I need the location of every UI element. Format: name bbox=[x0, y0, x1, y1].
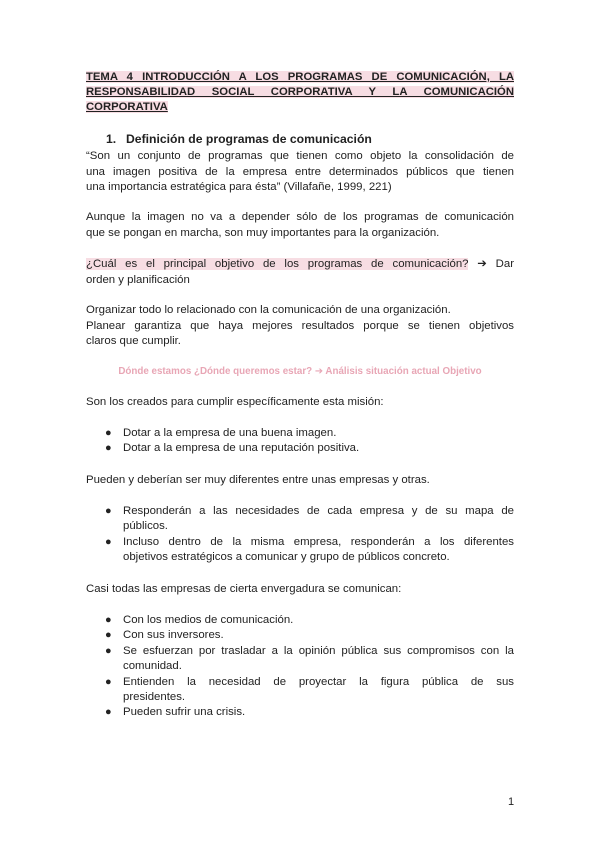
page-number: 1 bbox=[508, 796, 515, 808]
list-item-text: Pueden sufrir una crisis. bbox=[123, 706, 246, 719]
paragraph-mision bbox=[86, 395, 514, 411]
pink-note: Dónde estamos ¿Dónde queremos estar? ➔ Análisis situación actual Objetivo bbox=[118, 366, 482, 377]
para4-text: Pueden y deberían ser muy diferentes entre unas empresas y otras. bbox=[86, 474, 430, 486]
bullet-icon: ● bbox=[105, 675, 112, 688]
title-line-1: TEMA 4 INTRODUCCIÓN A LOS PROGRAMAS DE COMUNICACIÓN, LA bbox=[86, 71, 514, 83]
question-line-2: orden y planificación bbox=[86, 273, 190, 286]
question-paragraph bbox=[86, 257, 514, 288]
title-line-2: RESPONSABILIDAD SOCIAL CORPORATIVA Y LA COMUNICACIÓN bbox=[86, 86, 514, 98]
list-item-text-line-1: Se esfuerzan por trasladar a la opinión pública sus compromisos con la bbox=[123, 644, 514, 657]
paragraph-envergadura bbox=[86, 582, 514, 598]
list-item bbox=[86, 628, 514, 643]
quote-line-1: “Son un conjunto de programas que tienen como objeto la consolidación de bbox=[86, 150, 514, 162]
para1-line-2: que se pongan en marcha, son muy importantes para la organización. bbox=[86, 226, 440, 239]
list-item bbox=[86, 613, 514, 628]
paragraph-diferentes bbox=[86, 473, 514, 489]
list-item bbox=[86, 644, 514, 675]
paragraph-imagen bbox=[86, 210, 514, 241]
list-item bbox=[86, 705, 514, 720]
bullet-icon: ● bbox=[105, 442, 112, 455]
bullet-icon: ● bbox=[105, 644, 112, 657]
list-item-text-line-1: Responderán a las necesidades de cada empresa y de su mapa de bbox=[123, 505, 514, 517]
list-item-text-line-2: públicos. bbox=[123, 520, 168, 533]
para5-text: Casi todas las empresas de cierta envergadura se comunican: bbox=[86, 583, 402, 595]
para2-line-2: Planear garantiza que haya mejores resultados porque se tienen objetivos bbox=[86, 319, 514, 332]
question-answer-start: ➔ Dar bbox=[468, 258, 514, 270]
list-item-text-line-2: presidentes. bbox=[123, 691, 186, 704]
bullet-icon: ● bbox=[105, 629, 112, 642]
list-item-text: Con los medios de comunicación. bbox=[123, 614, 294, 626]
quote-line-3: una importancia estratégica para ésta” (Villafañe, 1999, 221) bbox=[86, 181, 392, 194]
section-number: 1. bbox=[106, 132, 117, 146]
title-line-3: CORPORATIVA bbox=[86, 101, 168, 113]
list-item-text-line-2: objetivos estratégicos a comunicar y grupo de públicos concreto. bbox=[123, 551, 450, 564]
bullet-icon: ● bbox=[105, 614, 112, 626]
list-item bbox=[86, 441, 514, 456]
bullet-icon: ● bbox=[105, 427, 112, 439]
document-title bbox=[86, 70, 514, 115]
bullet-icon: ● bbox=[105, 505, 112, 517]
question-highlight: ¿Cuál es el principal objetivo de los programas de comunicación? bbox=[86, 258, 469, 270]
para2-line-3: claros que cumplir. bbox=[86, 335, 181, 348]
list-item-text-line-2: comunidad. bbox=[123, 660, 182, 673]
para2-line-1: Organizar todo lo relacionado con la comunicación de una organización. bbox=[86, 304, 451, 316]
list-item bbox=[86, 535, 514, 566]
list-item-text: Dotar a la empresa de una buena imagen. bbox=[123, 427, 337, 439]
section-heading-text: Definición de programas de comunicación bbox=[126, 132, 372, 146]
list-item bbox=[86, 675, 514, 706]
bullet-list-mision bbox=[86, 426, 514, 457]
para1-line-1: Aunque la imagen no va a depender sólo de los programas de comunicación bbox=[86, 211, 514, 223]
list-item-text: Con sus inversores. bbox=[123, 629, 224, 642]
bullet-list-necesidades bbox=[86, 504, 514, 566]
list-item bbox=[86, 426, 514, 441]
quote-paragraph bbox=[86, 149, 514, 196]
quote-line-2: una imagen positiva de la empresa entre determinados públicos que tienen bbox=[86, 165, 514, 178]
question-line-1 bbox=[86, 257, 514, 273]
bullet-list-comunican bbox=[86, 613, 514, 721]
list-item-text-line-1: Entienden la necesidad de proyectar la figura pública de sus bbox=[123, 675, 514, 688]
paragraph-organizar bbox=[86, 303, 514, 350]
list-item-text-line-1: Incluso dentro de la misma empresa, responderán a los diferentes bbox=[123, 535, 514, 548]
section-heading bbox=[106, 132, 372, 146]
para3-text: Son los creados para cumplir específicamente esta misión: bbox=[86, 396, 384, 408]
bullet-icon: ● bbox=[105, 535, 112, 548]
list-item bbox=[86, 504, 514, 535]
list-item-text: Dotar a la empresa de una reputación positiva. bbox=[123, 442, 360, 455]
bullet-icon: ● bbox=[105, 706, 112, 719]
